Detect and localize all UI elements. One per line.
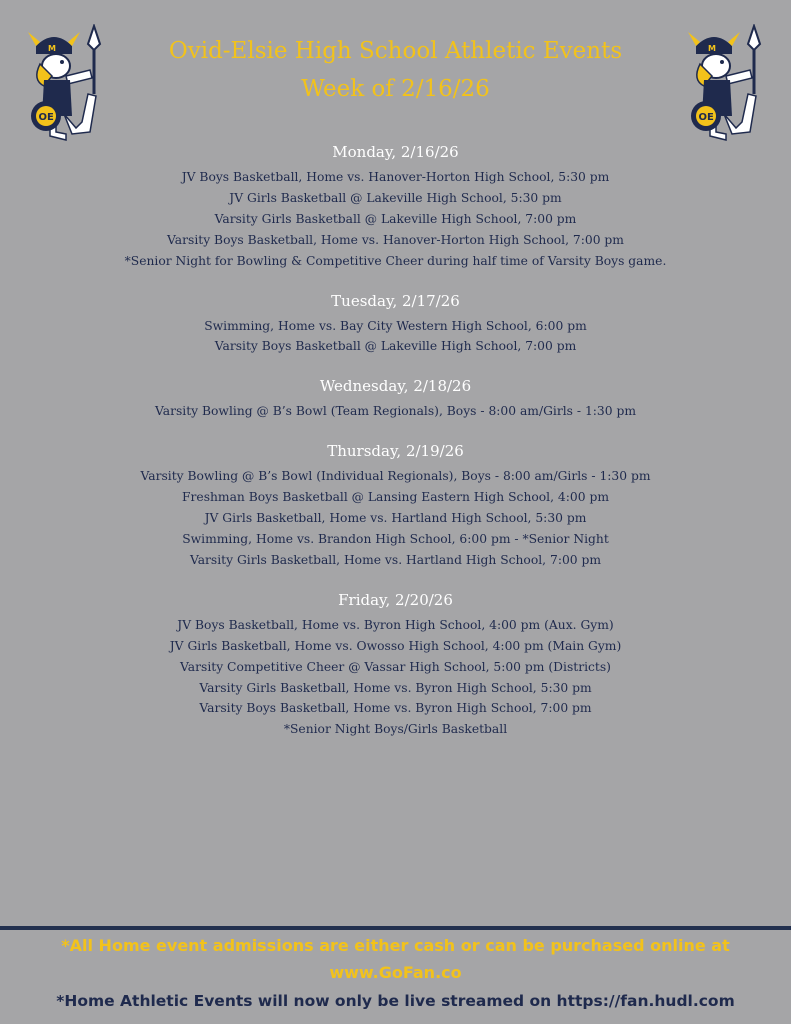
svg-text:M: M — [48, 44, 56, 53]
day-heading: Wednesday, 2/18/26 — [319, 377, 472, 396]
day-heading: Monday, 2/16/26 — [332, 143, 459, 161]
admissions-note: *All Home event admissions are either cash or can be purchased online at — [61, 936, 730, 955]
day-monday — [0, 141, 791, 272]
event-item: JV Boys Basketball, Home vs. Byron High School, 4:00 pm (Aux. Gym) — [177, 617, 614, 632]
event-item: Varsity Competitive Cheer @ Vassar High School, 5:00 pm (Districts) — [180, 659, 611, 674]
event-item: Varsity Bowling @ B’s Bowl (Individual Regionals), Boys - 8:00 am/Girls - 1:30 pm — [140, 469, 651, 484]
day-friday — [0, 589, 791, 740]
stream-note: *Home Athletic Events will now only be live streamed on https://fan.hudl.com — [56, 992, 735, 1010]
event-item: Freshman Boys Basketball @ Lansing Eastern High School, 4:00 pm — [182, 490, 609, 505]
title-line-week: Week of 2/16/26 — [301, 76, 490, 102]
day-heading: Thursday, 2/19/26 — [327, 442, 464, 461]
day-wednesday — [0, 375, 791, 422]
event-item: Varsity Girls Basketball, Home vs. Hartland High School, 7:00 pm — [189, 552, 602, 567]
event-item: JV Girls Basketball, Home vs. Owosso High School, 4:00 pm (Main Gym) — [169, 638, 622, 653]
event-item: Varsity Boys Basketball, Home vs. Byron High School, 7:00 pm — [199, 701, 592, 716]
event-item: JV Boys Basketball, Home vs. Hanover-Horton High School, 5:30 pm — [181, 170, 610, 184]
event-item: Varsity Boys Basketball @ Lakeville High School, 7:00 pm — [214, 339, 577, 354]
day-heading: Tuesday, 2/17/26 — [331, 291, 460, 310]
schedule — [0, 141, 791, 758]
svg-text:OE: OE — [38, 112, 54, 123]
svg-text:M: M — [708, 44, 716, 53]
gofan-link[interactable]: www.GoFan.co — [329, 963, 462, 982]
event-note: *Senior Night for Bowling & Competitive Cheer during half time of Varsity Boys game. — [124, 253, 667, 268]
event-item: JV Girls Basketball, Home vs. Hartland High School, 5:30 pm — [204, 511, 587, 526]
title-line-school: Ovid-Elsie High School Athletic Events — [168, 38, 623, 64]
footer — [0, 932, 791, 1016]
event-item: Varsity Girls Basketball @ Lakeville High School, 7:00 pm — [214, 211, 577, 226]
event-item: Varsity Boys Basketball, Home vs. Hanover-Horton High School, 7:00 pm — [167, 232, 624, 247]
event-item: JV Girls Basketball @ Lakeville High School, 5:30 pm — [229, 190, 562, 205]
svg-text:OE: OE — [698, 112, 714, 123]
event-item: Swimming, Home vs. Brandon High School, 6:00 pm - *Senior Night — [182, 531, 609, 546]
event-item: Varsity Girls Basketball, Home vs. Byron High School, 5:30 pm — [199, 680, 592, 695]
day-thursday — [0, 440, 791, 571]
page-title — [0, 32, 791, 108]
day-heading: Friday, 2/20/26 — [338, 590, 453, 609]
day-tuesday — [0, 290, 791, 358]
footer-divider — [0, 926, 791, 930]
event-item: Varsity Bowling @ B’s Bowl (Team Regionals), Boys - 8:00 am/Girls - 1:30 pm — [154, 404, 637, 419]
event-item: Swimming, Home vs. Bay City Western High School, 6:00 pm — [204, 318, 587, 333]
event-note: *Senior Night Boys/Girls Basketball — [283, 722, 508, 737]
